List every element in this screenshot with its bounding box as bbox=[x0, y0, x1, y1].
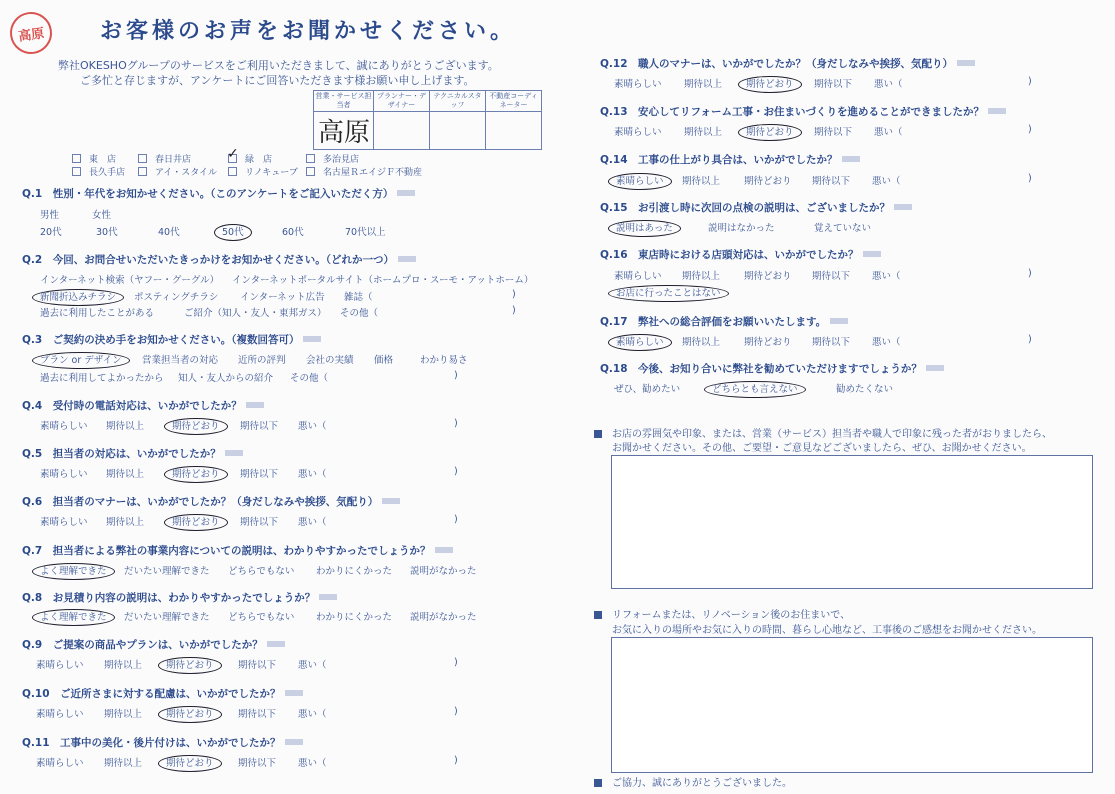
memo-2-label-2: お気に入りの場所やお気に入りの時間、暮らし心地など、工事後のご感想をお聞かせください。 bbox=[612, 625, 1042, 636]
question-11: Q.11 工事中の美化・後片付けは、いかがでしたか？ bbox=[22, 735, 303, 750]
bracket: ) bbox=[1028, 334, 1032, 345]
option-selected[interactable]: どちらとも言えない bbox=[712, 381, 806, 395]
option[interactable]: わかりにくかった bbox=[316, 566, 393, 577]
question-9: Q.9 ご提案の商品やプランは、いかがでしたか？ bbox=[22, 637, 285, 652]
staff-header: テクニカルスタッフ bbox=[430, 91, 486, 112]
staff-table bbox=[313, 90, 542, 150]
option[interactable]: だいたい理解できた bbox=[124, 566, 210, 577]
option[interactable]: 過去に利用してよかったから bbox=[40, 373, 164, 384]
option[interactable]: 女性 bbox=[92, 210, 112, 221]
option[interactable]: インターネット検索（ヤフー・グーグル） bbox=[40, 275, 220, 286]
option-selected[interactable]: 期待どおり bbox=[166, 706, 222, 720]
option[interactable]: 営業担当者の対応 bbox=[142, 355, 219, 366]
option-selected[interactable]: よく理解できた bbox=[40, 563, 115, 577]
staff-header: 営業・サービス担当者 bbox=[314, 91, 374, 112]
option[interactable]: インターネットポータルサイト（ホームプロ・スーモ・アットホーム） bbox=[232, 275, 534, 286]
option[interactable]: 期待以上 bbox=[106, 421, 145, 432]
option[interactable]: 40代 bbox=[158, 227, 180, 238]
question-12: Q.12 職人のマナーは、いかがでしたか？（身だしなみや挨拶、気配り） bbox=[600, 56, 975, 71]
bracket: ) bbox=[454, 370, 458, 381]
option[interactable]: 30代 bbox=[96, 227, 118, 238]
question-17: Q.17 弊社への総合評価をお願いいたします。 bbox=[600, 314, 848, 329]
technical-staff-name[interactable] bbox=[430, 112, 486, 150]
option[interactable]: どちらでもない bbox=[228, 612, 295, 623]
bracket: ) bbox=[454, 657, 458, 668]
option[interactable]: 知人・友人からの紹介 bbox=[178, 373, 274, 384]
option[interactable]: 素晴らしい bbox=[40, 469, 88, 480]
option-selected[interactable]: プラン or デザイン bbox=[40, 352, 130, 366]
option[interactable]: 70代以上 bbox=[345, 227, 386, 238]
question-16: Q.16 東店時における店頭対応は、いかがでしたか？ bbox=[600, 247, 881, 262]
bracket: ) bbox=[1028, 124, 1032, 135]
option[interactable]: 期待以下 bbox=[238, 758, 277, 769]
option[interactable]: 素晴らしい bbox=[40, 517, 88, 528]
seal-stamp: 高原 bbox=[7, 9, 54, 56]
option[interactable]: だいたい理解できた bbox=[124, 612, 210, 623]
option[interactable]: ご紹介（知人・友人・東邦ガス） bbox=[184, 308, 327, 319]
closing-message: ご協力、誠にありがとうございました。 bbox=[594, 774, 792, 789]
memo-2-textarea[interactable] bbox=[611, 637, 1093, 773]
option[interactable]: どちらでもない bbox=[228, 566, 295, 577]
option[interactable]: 男性 bbox=[40, 210, 60, 221]
question-14: Q.14 工事の仕上がり具合は、いかがでしたか？ bbox=[600, 152, 860, 167]
option[interactable]: 雑誌（ bbox=[344, 292, 373, 303]
question-6: Q.6 担当者のマナーは、いかがでしたか？（身だしなみや挨拶、気配り） bbox=[22, 494, 400, 509]
store-option[interactable]: 名古屋ＲエイジＦ不動産 bbox=[306, 165, 422, 178]
option[interactable]: 期待以上 bbox=[682, 337, 721, 348]
planner-name[interactable] bbox=[374, 112, 430, 150]
bracket: ) bbox=[454, 755, 458, 766]
option-selected[interactable]: 素晴らしい bbox=[616, 334, 672, 348]
option[interactable]: 素晴らしい bbox=[36, 758, 84, 769]
option[interactable]: 期待以下 bbox=[238, 709, 277, 720]
option[interactable]: 悪い（ bbox=[872, 271, 901, 282]
option-selected[interactable]: 期待どおり bbox=[172, 514, 228, 528]
option[interactable]: インターネット広告 bbox=[240, 292, 325, 303]
option-selected[interactable]: お店に行ったことはない bbox=[616, 285, 729, 299]
option-selected[interactable]: 説明はあった bbox=[616, 220, 681, 234]
option[interactable]: 期待以下 bbox=[812, 337, 851, 348]
option[interactable]: 会社の実績 bbox=[306, 355, 354, 366]
bracket: ) bbox=[454, 418, 458, 429]
option[interactable]: 覚えていない bbox=[814, 223, 872, 234]
option[interactable]: 期待以下 bbox=[240, 421, 279, 432]
question-8: Q.8 お見積り内容の説明は、わかりやすかったでしょうか？ bbox=[22, 590, 337, 605]
option[interactable]: 期待以下 bbox=[814, 79, 853, 90]
question-7: Q.7 担当者による弊社の事業内容についての説明は、わかりやすかったでしょうか？ bbox=[22, 543, 453, 558]
option[interactable]: 期待以下 bbox=[812, 176, 851, 187]
memo-2-label: リフォームまたは、リノベーション後のお住まいで、 bbox=[594, 606, 850, 621]
option[interactable]: 期待以上 bbox=[104, 709, 143, 720]
option[interactable]: その他（ bbox=[290, 373, 329, 384]
option[interactable]: 価格 bbox=[374, 355, 394, 366]
store-option[interactable]: アイ・スタイル bbox=[138, 165, 217, 178]
bracket: ) bbox=[454, 466, 458, 477]
option[interactable]: 素晴らしい bbox=[614, 127, 662, 138]
bracket: ) bbox=[512, 305, 516, 316]
question-3: Q.3 ご契約の決め手をお知かせください。（複数回答可） bbox=[22, 332, 321, 347]
question-5: Q.5 担当者の対応は、いかがでしたか？ bbox=[22, 446, 243, 461]
option[interactable]: 期待以下 bbox=[238, 660, 277, 671]
option[interactable]: 期待以下 bbox=[814, 127, 853, 138]
option[interactable]: 過去に利用したことがある bbox=[40, 308, 155, 319]
option[interactable]: 悪い（ bbox=[298, 469, 327, 480]
option[interactable]: 悪い（ bbox=[874, 127, 903, 138]
option[interactable]: 素晴らしい bbox=[614, 79, 662, 90]
option[interactable]: 期待以下 bbox=[240, 517, 279, 528]
option[interactable]: 期待以上 bbox=[684, 127, 723, 138]
option[interactable]: 悪い（ bbox=[298, 709, 327, 720]
question-4: Q.4 受付時の電話対応は、いかがでしたか？ bbox=[22, 398, 264, 413]
option[interactable]: 素晴らしい bbox=[614, 271, 662, 282]
option[interactable]: ぜひ、勧めたい bbox=[614, 384, 681, 395]
store-option[interactable]: リノキューブ bbox=[228, 165, 298, 178]
option[interactable]: 期待以上 bbox=[684, 79, 723, 90]
option-selected[interactable]: 新聞折込みチラシ bbox=[40, 289, 124, 303]
option[interactable]: 期待以上 bbox=[104, 758, 143, 769]
option[interactable]: 説明はなかった bbox=[708, 223, 775, 234]
question-10: Q.10 ご近所さまに対する配慮は、いかがでしたか？ bbox=[22, 686, 303, 701]
option[interactable]: 20代 bbox=[40, 227, 62, 238]
question-18: Q.18 今後、お知り合いに弊社を勧めていただけますでしょうか？ bbox=[600, 361, 944, 376]
bracket: ) bbox=[1028, 268, 1032, 279]
page-title: お客様のお声をお聞かせください。 bbox=[100, 19, 517, 44]
memo-1-label: お店の雰囲気や印象、または、営業（サービス）担当者や職人で印象に残った者がおりましたら、 bbox=[594, 425, 1052, 440]
option[interactable]: 期待以上 bbox=[106, 469, 145, 480]
check-mark-icon: ✓ bbox=[227, 146, 239, 162]
option[interactable]: 悪い（ bbox=[298, 660, 327, 671]
option[interactable]: 素晴らしい bbox=[36, 660, 84, 671]
option[interactable]: 期待以下 bbox=[812, 271, 851, 282]
store-option[interactable]: 多治見店 bbox=[306, 152, 359, 165]
option-selected[interactable]: 期待どおり bbox=[172, 466, 228, 480]
option[interactable]: 勧めたくない bbox=[836, 384, 894, 395]
sales-staff-name[interactable]: 高原 bbox=[314, 112, 374, 150]
staff-header: 不動産コーディネーター bbox=[486, 91, 542, 112]
memo-1-label-2: お聞かせください。その他、ご要望・ご意見などございましたら、ぜひ、お聞かせください。 bbox=[612, 443, 1032, 454]
option[interactable]: 悪い（ bbox=[872, 176, 901, 187]
option[interactable]: 期待以上 bbox=[106, 517, 145, 528]
question-2: Q.2 今回、お問合せいただいたきっかけをお知かせください。（どれか一つ） bbox=[22, 252, 416, 267]
option[interactable]: 期待以上 bbox=[682, 271, 721, 282]
option-selected[interactable]: 期待どおり bbox=[166, 755, 222, 769]
option[interactable]: 素晴らしい bbox=[36, 709, 84, 720]
question-15: Q.15 お引渡し時に次回の点検の説明は、ございましたか？ bbox=[600, 200, 912, 215]
bracket: ) bbox=[454, 514, 458, 525]
bracket: ) bbox=[1028, 173, 1032, 184]
option[interactable]: 素晴らしい bbox=[40, 421, 88, 432]
intro-line-1: 弊社OKESHOグループのサービスをご利用いただきまして、誠にありがとうございます。 bbox=[58, 59, 499, 72]
intro-line-2: ご多忙と存じますが、アンケートにご回答いただきます様お願い申し上げます。 bbox=[80, 74, 475, 87]
store-option[interactable]: 春日井店 bbox=[138, 152, 191, 165]
bracket: ) bbox=[1028, 76, 1032, 87]
option[interactable]: 期待以上 bbox=[104, 660, 143, 671]
option[interactable]: 60代 bbox=[282, 227, 304, 238]
option-selected[interactable]: よく理解できた bbox=[40, 609, 115, 623]
option[interactable]: 期待どおり bbox=[744, 337, 792, 348]
option[interactable]: 説明がなかった bbox=[410, 566, 477, 577]
option[interactable]: 悪い（ bbox=[298, 517, 327, 528]
memo-1-textarea[interactable] bbox=[611, 455, 1093, 589]
option[interactable]: 説明がなかった bbox=[410, 612, 477, 623]
question-13: Q.13 安心してリフォーム工事・お住まいづくりを進めることができましたか？ bbox=[600, 104, 1006, 119]
bracket: ) bbox=[454, 706, 458, 717]
option[interactable]: その他（ bbox=[340, 308, 379, 319]
bracket: ) bbox=[512, 289, 516, 300]
option-selected[interactable]: 期待どおり bbox=[172, 418, 228, 432]
option[interactable]: わかりにくかった bbox=[316, 612, 393, 623]
store-option[interactable]: 東 店 bbox=[72, 152, 116, 165]
option-selected[interactable]: 素晴らしい bbox=[616, 173, 672, 187]
option[interactable]: 悪い（ bbox=[872, 337, 901, 348]
option[interactable]: わかり易さ bbox=[420, 355, 468, 366]
staff-header: プランナー・デザイナー bbox=[374, 91, 430, 112]
realestate-coordinator-name[interactable] bbox=[486, 112, 542, 150]
option-selected[interactable]: 期待どおり bbox=[746, 76, 802, 90]
option[interactable]: 期待以上 bbox=[682, 176, 721, 187]
option[interactable]: ポスティングチラシ bbox=[134, 292, 219, 303]
question-1: Q.1 性別・年代をお知かせください。（このアンケートをご記入いただく方） bbox=[22, 186, 415, 201]
option[interactable]: 悪い（ bbox=[298, 421, 327, 432]
option[interactable]: 近所の評判 bbox=[238, 355, 286, 366]
store-option[interactable]: 長久手店 bbox=[72, 165, 125, 178]
option-selected[interactable]: 期待どおり bbox=[166, 657, 222, 671]
option-selected[interactable]: 50代 bbox=[222, 224, 252, 238]
option[interactable]: 期待どおり bbox=[744, 271, 792, 282]
option[interactable]: 悪い（ bbox=[874, 79, 903, 90]
option[interactable]: 期待以下 bbox=[240, 469, 279, 480]
option-selected[interactable]: 期待どおり bbox=[746, 124, 802, 138]
store-option-checked[interactable]: ✓ 緑 店 bbox=[227, 146, 273, 165]
option[interactable]: 期待どおり bbox=[744, 176, 792, 187]
option[interactable]: 悪い（ bbox=[298, 758, 327, 769]
